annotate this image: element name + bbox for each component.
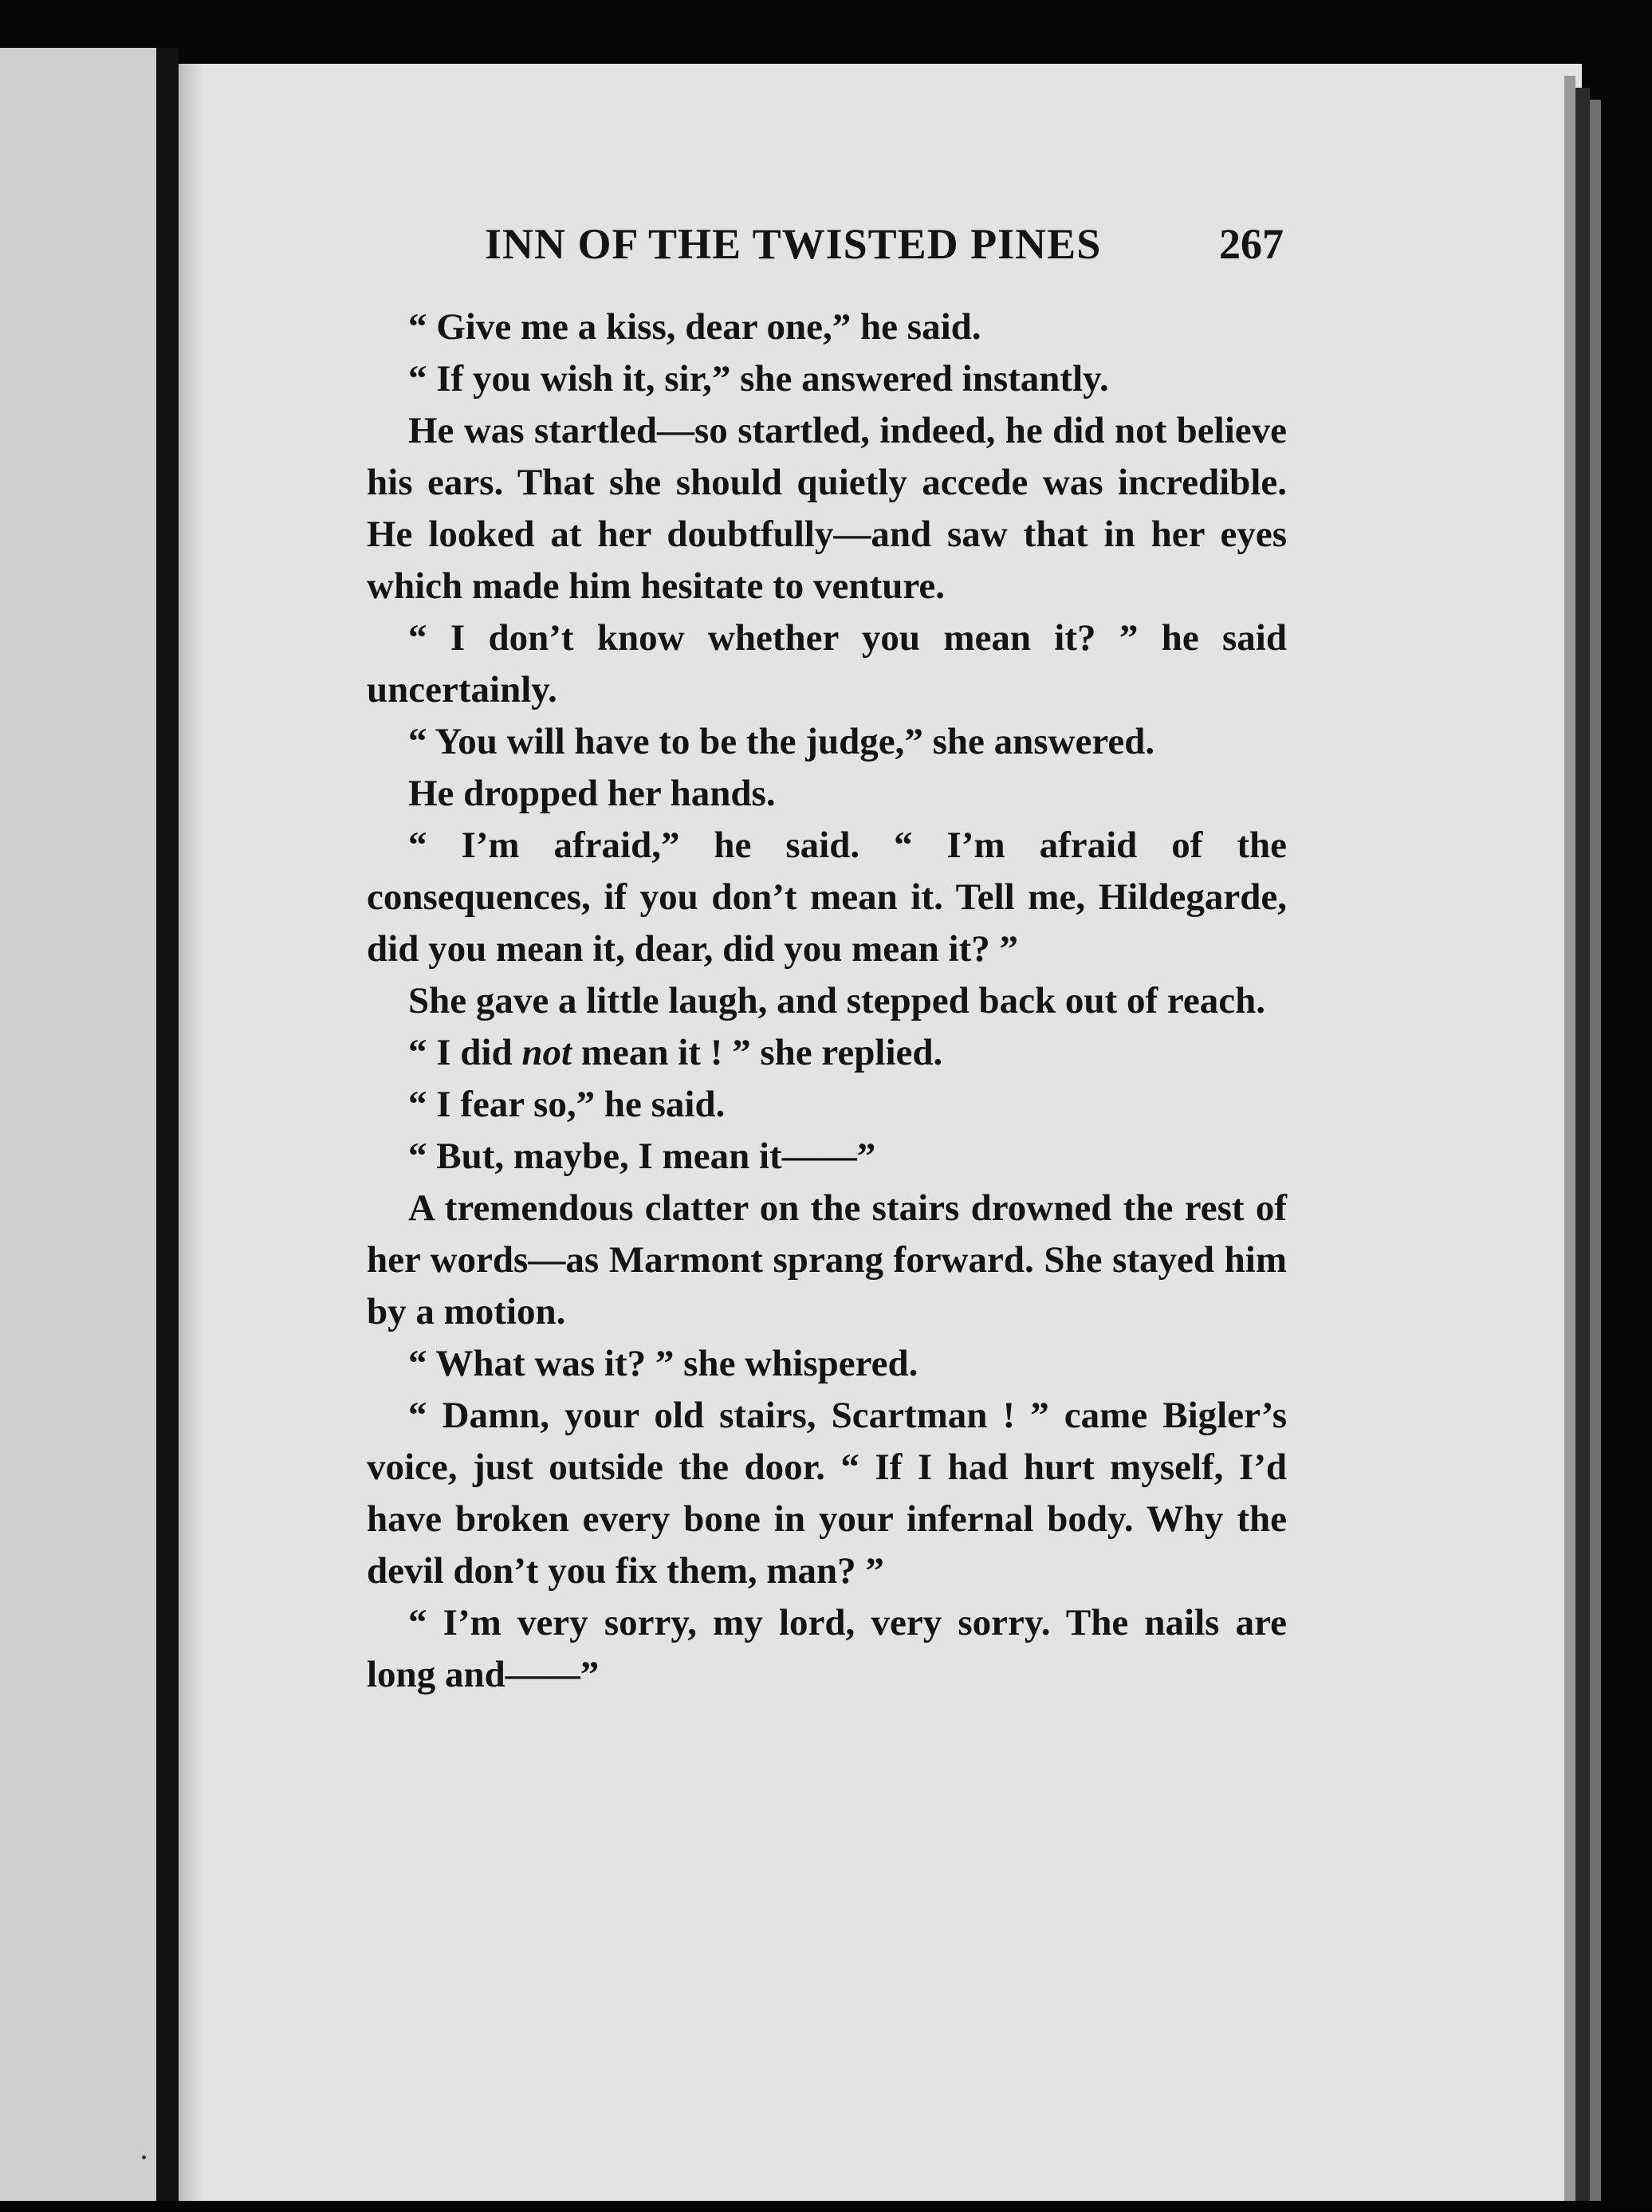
- paragraph: “ What was it? ” she whispered.: [408, 1343, 918, 1384]
- paragraph: A tremendous clatter on the stairs drowned the rest of her words—as Marmont sprang forward. She stayed him by a motion.: [367, 1187, 1287, 1332]
- italic-emphasis: not: [521, 1032, 572, 1073]
- paragraph: “ I’m very sorry, my lord, very sorry. The nails are long and——”: [367, 1602, 1287, 1695]
- paragraph: “ I did not mean it ! ” she replied.: [408, 1032, 943, 1073]
- paragraph: “ I don’t know whether you mean it? ” he said uncertainly.: [367, 617, 1287, 710]
- paragraph: He was startled—so startled, indeed, he did not believe his ears. That she should quietly accede was incredible. He looked at her doubtfully—and saw that in her eyes which made him hesitate to venture.: [367, 410, 1287, 607]
- running-header: [485, 219, 1284, 275]
- page-edge: [1575, 88, 1590, 2205]
- paragraph: “ Damn, your old stairs, Scartman ! ” came Bigler’s voice, just outside the door. “ If I had hurt myself, I’d have broken every bone in your infernal body. Why the devil don’t you fix them, man? ”: [367, 1395, 1287, 1592]
- page-number: 267: [1219, 220, 1284, 268]
- running-title: INN OF THE TWISTED PINES: [485, 220, 1102, 268]
- scan-border: [0, 2201, 1652, 2212]
- page-edge: [1590, 100, 1601, 2205]
- paragraph: “ But, maybe, I mean it——”: [408, 1136, 876, 1177]
- page-edge: [1564, 76, 1575, 2205]
- paragraph: “ I’m afraid,” he said. “ I’m afraid of the consequences, if you don’t mean it. Tell me, Hildegarde, did you mean it, dear, did you mean it? ”: [367, 825, 1287, 970]
- paragraph: “ I fear so,” he said.: [408, 1084, 726, 1125]
- gutter-shadow: [179, 64, 203, 2201]
- paragraph: “ Give me a kiss, dear one,” he said.: [408, 306, 981, 348]
- facing-page: [0, 48, 156, 2201]
- paragraph: “ If you wish it, sir,” she answered instantly.: [408, 358, 1109, 399]
- paragraph: “ You will have to be the judge,” she answered.: [408, 721, 1155, 762]
- paragraph: She gave a little laugh, and stepped back out of reach.: [408, 980, 1265, 1021]
- body-text: [367, 301, 1287, 1701]
- dust-speck: [142, 2155, 146, 2159]
- paragraph: He dropped her hands.: [408, 773, 776, 814]
- book-gutter: [156, 48, 179, 2201]
